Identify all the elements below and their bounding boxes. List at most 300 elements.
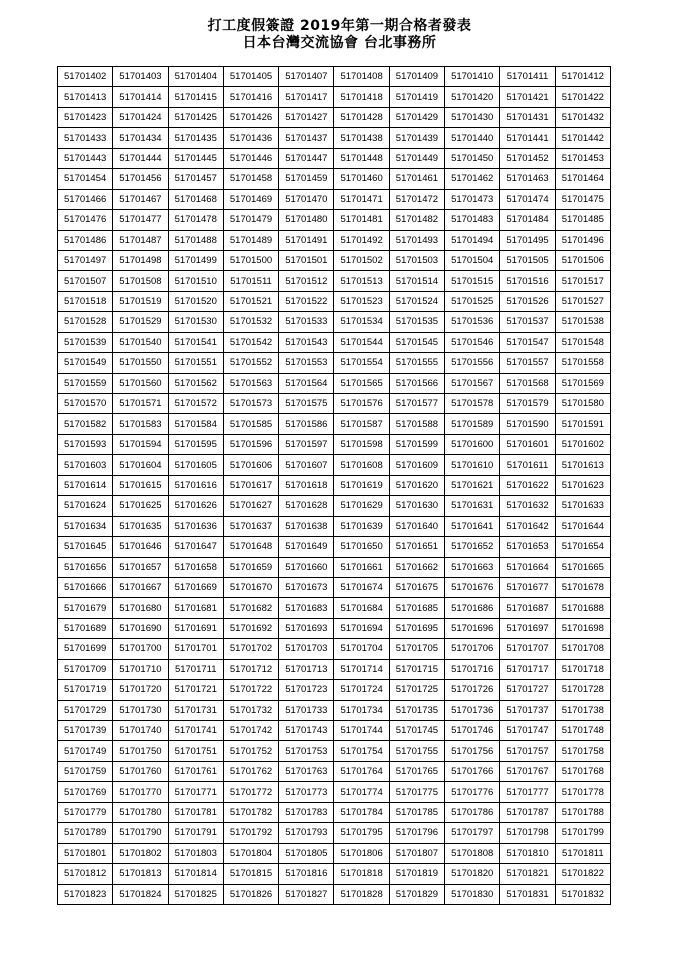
applicant-number-cell: 51701539 [58,332,113,352]
applicant-number-cell: 51701636 [168,516,223,536]
applicant-number-cell: 51701613 [555,455,610,475]
applicant-number-cell: 51701752 [223,741,278,761]
applicant-number-cell: 51701433 [58,128,113,148]
applicant-number-cell: 51701816 [279,864,334,884]
applicant-number-cell: 51701693 [279,618,334,638]
applicant-number-cell: 51701782 [223,802,278,822]
applicant-number-cell: 51701793 [279,823,334,843]
table-row [58,721,611,741]
applicant-number-cell: 51701500 [223,250,278,270]
applicant-number-cell: 51701685 [389,598,444,618]
applicant-number-cell: 51701558 [555,353,610,373]
applicant-number-cell: 51701707 [500,639,555,659]
applicant-number-cell: 51701639 [334,516,389,536]
applicant-number-cell: 51701427 [279,107,334,127]
applicant-number-cell: 51701598 [334,434,389,454]
applicant-number-cell: 51701494 [445,230,500,250]
table-row [58,394,611,414]
applicant-number-cell: 51701640 [389,516,444,536]
applicant-number-cell: 51701479 [223,210,278,230]
applicant-number-cell: 51701421 [500,87,555,107]
applicant-number-cell: 51701828 [334,884,389,904]
applicant-number-cell: 51701633 [555,496,610,516]
applicant-number-cell: 51701491 [279,230,334,250]
applicant-number-cell: 51701669 [168,577,223,597]
applicant-number-cell: 51701591 [555,414,610,434]
applicant-number-cell: 51701779 [58,802,113,822]
applicant-number-cell: 51701619 [334,475,389,495]
applicant-number-cell: 51701436 [223,128,278,148]
applicant-number-cell: 51701585 [223,414,278,434]
applicant-number-cell: 51701777 [500,782,555,802]
applicant-number-cell: 51701556 [445,353,500,373]
applicant-number-cell: 51701534 [334,312,389,332]
applicant-number-cell: 51701788 [555,802,610,822]
applicant-number-cell: 51701795 [334,823,389,843]
applicant-number-cell: 51701417 [279,87,334,107]
applicant-number-cell: 51701641 [445,516,500,536]
applicant-number-cell: 51701812 [58,864,113,884]
applicant-number-cell: 51701452 [500,148,555,168]
applicant-number-cell: 51701576 [334,394,389,414]
applicant-number-cell: 51701533 [279,312,334,332]
applicant-number-cell: 51701814 [168,864,223,884]
table-row [58,455,611,475]
applicant-number-cell: 51701549 [58,353,113,373]
applicant-number-cell: 51701463 [500,169,555,189]
applicant-number-cell: 51701730 [113,700,168,720]
applicant-number-cell: 51701423 [58,107,113,127]
applicant-number-cell: 51701403 [113,67,168,87]
applicant-number-cell: 51701606 [223,455,278,475]
applicant-number-cell: 51701679 [58,598,113,618]
table-row [58,618,611,638]
applicant-number-cell: 51701803 [168,843,223,863]
applicant-number-cell: 51701525 [445,291,500,311]
applicant-number-cell: 51701610 [445,455,500,475]
applicant-number-cell: 51701599 [389,434,444,454]
applicant-number-cell: 51701425 [168,107,223,127]
applicant-number-cell: 51701626 [168,496,223,516]
applicant-number-cell: 51701553 [279,353,334,373]
applicant-number-cell: 51701601 [500,434,555,454]
table-row [58,332,611,352]
applicant-number-cell: 51701776 [445,782,500,802]
applicant-number-cell: 51701456 [113,169,168,189]
applicant-number-cell: 51701604 [113,455,168,475]
applicant-number-cell: 51701713 [279,659,334,679]
applicant-number-cell: 51701540 [113,332,168,352]
applicant-number-cell: 51701698 [555,618,610,638]
applicant-number-cell: 51701631 [445,496,500,516]
applicant-number-cell: 51701446 [223,148,278,168]
applicant-number-cell: 51701440 [445,128,500,148]
applicant-number-cell: 51701823 [58,884,113,904]
applicant-number-cell: 51701750 [113,741,168,761]
applicant-number-cell: 51701781 [168,802,223,822]
applicant-number-cell: 51701502 [334,250,389,270]
table-row [58,741,611,761]
applicant-number-cell: 51701732 [223,700,278,720]
applicant-number-cell: 51701711 [168,659,223,679]
applicant-number-cell: 51701820 [445,864,500,884]
applicant-number-cell: 51701519 [113,291,168,311]
applicant-number-cell: 51701632 [500,496,555,516]
applicant-number-cell: 51701499 [168,250,223,270]
applicant-number-cell: 51701468 [168,189,223,209]
applicant-number-cell: 51701766 [445,761,500,781]
applicant-number-cell: 51701740 [113,721,168,741]
applicant-number-cell: 51701616 [168,475,223,495]
applicant-number-cell: 51701689 [58,618,113,638]
applicant-number-cell: 51701430 [445,107,500,127]
applicant-number-cell: 51701714 [334,659,389,679]
applicant-number-cell: 51701566 [389,373,444,393]
applicant-number-cell: 51701755 [389,741,444,761]
applicant-number-cell: 51701745 [389,721,444,741]
applicant-number-cell: 51701725 [389,680,444,700]
applicant-number-cell: 51701635 [113,516,168,536]
applicant-number-cell: 51701754 [334,741,389,761]
applicant-number-cell: 51701602 [555,434,610,454]
applicant-number-cell: 51701483 [445,210,500,230]
applicant-number-cell: 51701537 [500,312,555,332]
applicant-number-cell: 51701424 [113,107,168,127]
applicant-number-cell: 51701617 [223,475,278,495]
applicant-number-cell: 51701442 [555,128,610,148]
applicant-number-cell: 51701763 [279,761,334,781]
applicant-number-cell: 51701832 [555,884,610,904]
applicant-number-cell: 51701587 [334,414,389,434]
applicant-number-cell: 51701703 [279,639,334,659]
applicant-number-cell: 51701784 [334,802,389,822]
applicant-number-cell: 51701662 [389,557,444,577]
applicant-number-cell: 51701447 [279,148,334,168]
applicant-number-cell: 51701720 [113,680,168,700]
applicant-number-cell: 51701642 [500,516,555,536]
applicant-number-cell: 51701513 [334,271,389,291]
applicant-number-cell: 51701511 [223,271,278,291]
applicant-number-cell: 51701412 [555,67,610,87]
applicant-number-cell: 51701624 [58,496,113,516]
applicant-number-cell: 51701774 [334,782,389,802]
applicant-number-cell: 51701673 [279,577,334,597]
table-row [58,107,611,127]
applicant-number-cell: 51701459 [279,169,334,189]
applicant-number-cell: 51701594 [113,434,168,454]
applicant-number-cell: 51701680 [113,598,168,618]
applicant-number-cell: 51701717 [500,659,555,679]
applicant-number-cell: 51701618 [279,475,334,495]
applicant-number-cell: 51701609 [389,455,444,475]
applicant-number-cell: 51701686 [445,598,500,618]
applicant-number-cell: 51701415 [168,87,223,107]
applicant-number-cell: 51701715 [389,659,444,679]
applicant-number-cell: 51701573 [223,394,278,414]
applicant-number-cell: 51701792 [223,823,278,843]
results-table-body [58,67,611,905]
applicant-number-cell: 51701664 [500,557,555,577]
applicant-number-cell: 51701476 [58,210,113,230]
applicant-number-cell: 51701697 [500,618,555,638]
applicant-number-cell: 51701804 [223,843,278,863]
applicant-number-cell: 51701443 [58,148,113,168]
applicant-number-cell: 51701723 [279,680,334,700]
applicant-number-cell: 51701615 [113,475,168,495]
applicant-number-cell: 51701517 [555,271,610,291]
applicant-number-cell: 51701695 [389,618,444,638]
applicant-number-cell: 51701691 [168,618,223,638]
applicant-number-cell: 51701761 [168,761,223,781]
applicant-number-cell: 51701811 [555,843,610,863]
applicant-number-cell: 51701411 [500,67,555,87]
applicant-number-cell: 51701414 [113,87,168,107]
applicant-number-cell: 51701822 [555,864,610,884]
applicant-number-cell: 51701495 [500,230,555,250]
applicant-number-cell: 51701738 [555,700,610,720]
applicant-number-cell: 51701813 [113,864,168,884]
applicant-number-cell: 51701432 [555,107,610,127]
applicant-number-cell: 51701726 [445,680,500,700]
table-row [58,843,611,863]
applicant-number-cell: 51701416 [223,87,278,107]
table-row [58,802,611,822]
applicant-number-cell: 51701418 [334,87,389,107]
applicant-number-cell: 51701735 [389,700,444,720]
applicant-number-cell: 51701482 [389,210,444,230]
applicant-number-cell: 51701653 [500,537,555,557]
applicant-number-cell: 51701450 [445,148,500,168]
applicant-number-cell: 51701807 [389,843,444,863]
applicant-number-cell: 51701584 [168,414,223,434]
table-row [58,353,611,373]
applicant-number-cell: 51701646 [113,537,168,557]
applicant-number-cell: 51701478 [168,210,223,230]
document-title: 打工度假簽證 2019年第一期合格者發表 [207,18,472,34]
applicant-number-cell: 51701749 [58,741,113,761]
applicant-number-cell: 51701579 [500,394,555,414]
applicant-number-cell: 51701790 [113,823,168,843]
applicant-number-cell: 51701504 [445,250,500,270]
applicant-number-cell: 51701578 [445,394,500,414]
table-row [58,823,611,843]
applicant-number-cell: 51701529 [113,312,168,332]
table-row [58,475,611,495]
applicant-number-cell: 51701757 [500,741,555,761]
applicant-number-cell: 51701565 [334,373,389,393]
applicant-number-cell: 51701514 [389,271,444,291]
applicant-number-cell: 51701645 [58,537,113,557]
applicant-number-cell: 51701570 [58,394,113,414]
applicant-number-cell: 51701637 [223,516,278,536]
table-row [58,516,611,536]
applicant-number-cell: 51701438 [334,128,389,148]
applicant-number-cell: 51701407 [279,67,334,87]
table-row [58,291,611,311]
applicant-number-cell: 51701739 [58,721,113,741]
applicant-number-cell: 51701771 [168,782,223,802]
table-row [58,230,611,250]
applicant-number-cell: 51701712 [223,659,278,679]
applicant-number-cell: 51701530 [168,312,223,332]
applicant-number-cell: 51701783 [279,802,334,822]
applicant-number-cell: 51701607 [279,455,334,475]
applicant-number-cell: 51701718 [555,659,610,679]
applicant-number-cell: 51701489 [223,230,278,250]
applicant-number-cell: 51701492 [334,230,389,250]
document-subtitle: 日本台灣交流協會 台北事務所 [242,35,437,51]
applicant-number-cell: 51701751 [168,741,223,761]
applicant-number-cell: 51701700 [113,639,168,659]
applicant-number-cell: 51701408 [334,67,389,87]
applicant-number-cell: 51701684 [334,598,389,618]
applicant-number-cell: 51701796 [389,823,444,843]
applicant-number-cell: 51701767 [500,761,555,781]
applicant-number-cell: 51701622 [500,475,555,495]
applicant-number-cell: 51701550 [113,353,168,373]
applicant-number-cell: 51701437 [279,128,334,148]
applicant-number-cell: 51701555 [389,353,444,373]
applicant-number-cell: 51701589 [445,414,500,434]
applicant-number-cell: 51701469 [223,189,278,209]
applicant-number-cell: 51701528 [58,312,113,332]
applicant-number-cell: 51701699 [58,639,113,659]
table-row [58,189,611,209]
applicant-number-cell: 51701768 [555,761,610,781]
applicant-number-cell: 51701472 [389,189,444,209]
applicant-number-cell: 51701487 [113,230,168,250]
applicant-number-cell: 51701402 [58,67,113,87]
applicant-number-cell: 51701760 [113,761,168,781]
applicant-number-cell: 51701831 [500,884,555,904]
applicant-number-cell: 51701801 [58,843,113,863]
applicant-number-cell: 51701733 [279,700,334,720]
applicant-number-cell: 51701608 [334,455,389,475]
applicant-number-cell: 51701775 [389,782,444,802]
applicant-number-cell: 51701542 [223,332,278,352]
applicant-number-cell: 51701654 [555,537,610,557]
applicant-number-cell: 51701431 [500,107,555,127]
applicant-number-cell: 51701516 [500,271,555,291]
applicant-number-cell: 51701805 [279,843,334,863]
applicant-number-cell: 51701736 [445,700,500,720]
table-row [58,598,611,618]
applicant-number-cell: 51701765 [389,761,444,781]
applicant-number-cell: 51701824 [113,884,168,904]
applicant-number-cell: 51701404 [168,67,223,87]
table-row [58,210,611,230]
applicant-number-cell: 51701474 [500,189,555,209]
applicant-number-cell: 51701560 [113,373,168,393]
applicant-number-cell: 51701657 [113,557,168,577]
applicant-number-cell: 51701538 [555,312,610,332]
applicant-number-cell: 51701419 [389,87,444,107]
applicant-number-cell: 51701562 [168,373,223,393]
applicant-number-cell: 51701625 [113,496,168,516]
applicant-number-cell: 51701614 [58,475,113,495]
applicant-number-cell: 51701729 [58,700,113,720]
applicant-number-cell: 51701503 [389,250,444,270]
applicant-number-cell: 51701445 [168,148,223,168]
applicant-number-cell: 51701488 [168,230,223,250]
applicant-number-cell: 51701773 [279,782,334,802]
applicant-number-cell: 51701708 [555,639,610,659]
applicant-number-cell: 51701439 [389,128,444,148]
table-row [58,373,611,393]
applicant-number-cell: 51701470 [279,189,334,209]
table-row [58,128,611,148]
table-row [58,271,611,291]
table-row [58,761,611,781]
applicant-number-cell: 51701532 [223,312,278,332]
table-row [58,884,611,904]
applicant-number-cell: 51701571 [113,394,168,414]
table-row [58,537,611,557]
applicant-number-cell: 51701535 [389,312,444,332]
applicant-number-cell: 51701753 [279,741,334,761]
applicant-number-cell: 51701512 [279,271,334,291]
applicant-number-cell: 51701444 [113,148,168,168]
applicant-number-cell: 51701829 [389,884,444,904]
applicant-number-cell: 51701716 [445,659,500,679]
applicant-number-cell: 51701681 [168,598,223,618]
applicant-number-cell: 51701808 [445,843,500,863]
applicant-number-cell: 51701545 [389,332,444,352]
applicant-number-cell: 51701651 [389,537,444,557]
applicant-number-cell: 51701428 [334,107,389,127]
applicant-number-cell: 51701667 [113,577,168,597]
applicant-number-cell: 51701575 [279,394,334,414]
applicant-number-cell: 51701564 [279,373,334,393]
applicant-number-cell: 51701627 [223,496,278,516]
applicant-number-cell: 51701559 [58,373,113,393]
applicant-number-cell: 51701727 [500,680,555,700]
applicant-number-cell: 51701638 [279,516,334,536]
applicant-number-cell: 51701821 [500,864,555,884]
applicant-number-cell: 51701518 [58,291,113,311]
applicant-number-cell: 51701496 [555,230,610,250]
applicant-number-cell: 51701658 [168,557,223,577]
applicant-number-cell: 51701687 [500,598,555,618]
applicant-number-cell: 51701769 [58,782,113,802]
applicant-number-cell: 51701569 [555,373,610,393]
applicant-number-cell: 51701568 [500,373,555,393]
applicant-number-cell: 51701596 [223,434,278,454]
applicant-number-cell: 51701665 [555,557,610,577]
applicant-number-cell: 51701677 [500,577,555,597]
applicant-number-cell: 51701580 [555,394,610,414]
applicant-number-cell: 51701410 [445,67,500,87]
applicant-number-cell: 51701786 [445,802,500,822]
applicant-number-cell: 51701593 [58,434,113,454]
applicant-number-cell: 51701746 [445,721,500,741]
applicant-number-cell: 51701466 [58,189,113,209]
applicant-number-cell: 51701741 [168,721,223,741]
applicant-number-cell: 51701524 [389,291,444,311]
applicant-number-cell: 51701484 [500,210,555,230]
applicant-number-cell: 51701501 [279,250,334,270]
table-row [58,659,611,679]
table-row [58,148,611,168]
applicant-number-cell: 51701506 [555,250,610,270]
applicant-number-cell: 51701453 [555,148,610,168]
applicant-number-cell: 51701731 [168,700,223,720]
applicant-number-cell: 51701709 [58,659,113,679]
applicant-number-cell: 51701705 [389,639,444,659]
applicant-number-cell: 51701577 [389,394,444,414]
applicant-number-cell: 51701785 [389,802,444,822]
applicant-number-cell: 51701485 [555,210,610,230]
